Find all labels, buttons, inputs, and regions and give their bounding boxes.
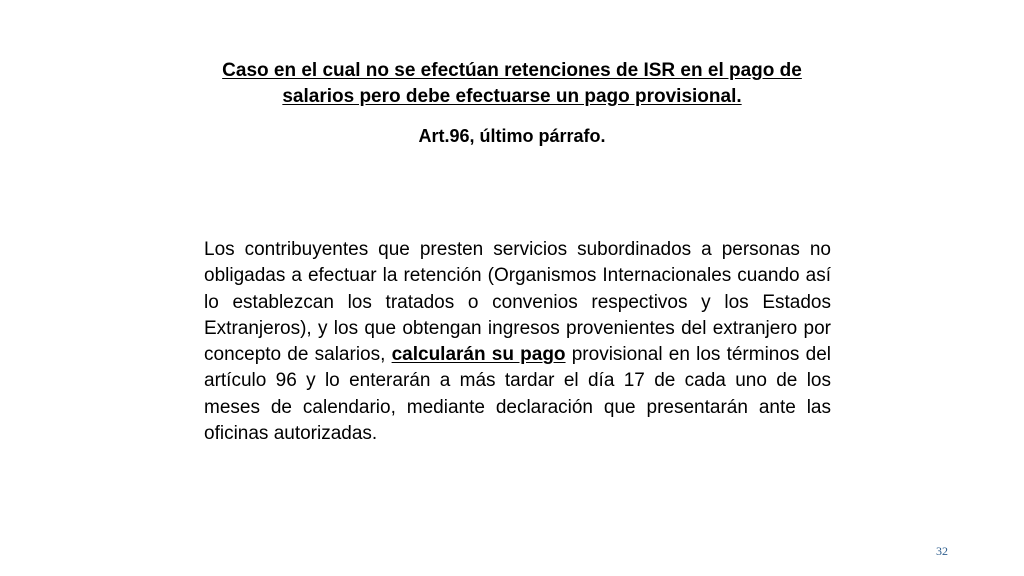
article-reference: Art.96, último párrafo. [418, 126, 606, 146]
body-text-start: Los contribuyentes que presten servicios subordinados a personas no obligadas a efectuar la retención (Organismos Internacionales cuando así lo establezcan los tratados o convenios respectivos y los Estados Extranjeros), y los que obtengan ingresos provenientes del extranjero por concepto de salarios, [204, 239, 831, 366]
page-number: 32 [936, 544, 948, 558]
body-paragraph [204, 237, 831, 447]
slide-title: Caso en el cual no se efectúan retenciones de ISR en el pago de salarios pero debe efectuarse un pago provisional. [222, 60, 802, 107]
body-emphasis: calcularán su pago [391, 344, 566, 366]
body-text-end: provisional en los términos del artículo 96 y lo enterarán a más tardar el día 17 de cada uno de los meses de calendario, mediante declaración que presentarán ante las oficinas autorizadas. [204, 344, 831, 445]
